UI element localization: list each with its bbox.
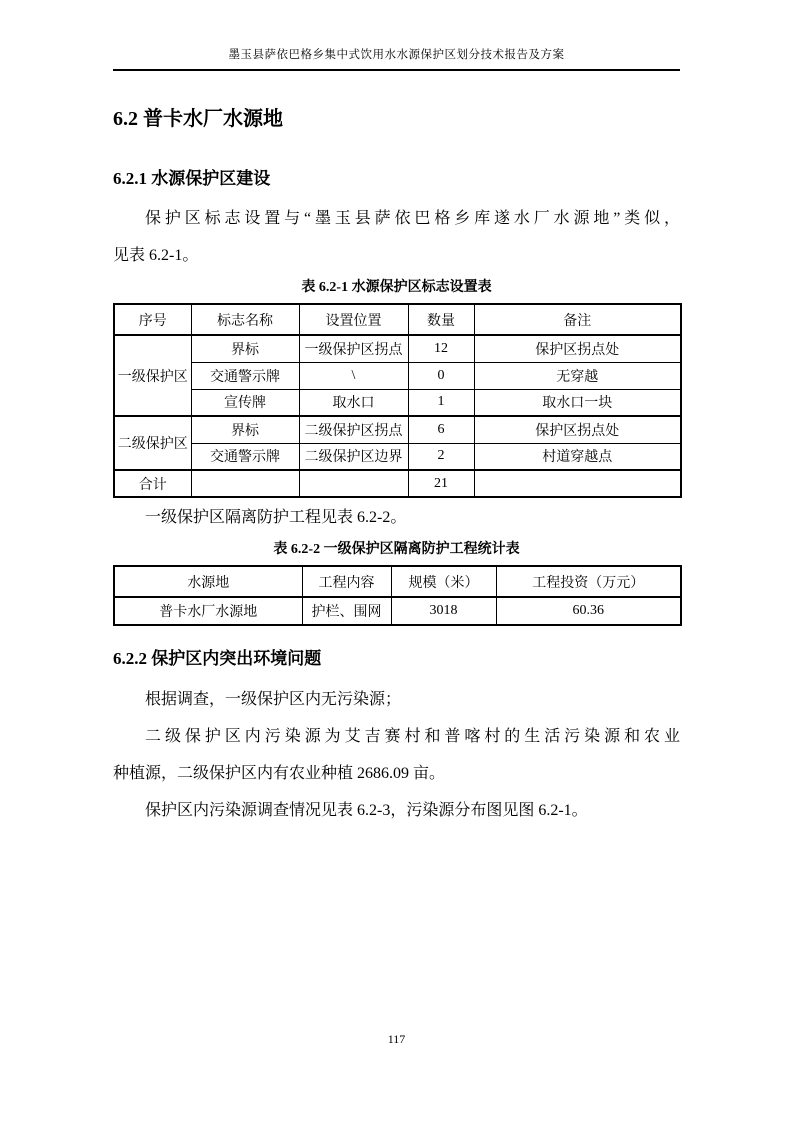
cell-quantity: 1 — [408, 389, 474, 416]
table-row — [114, 389, 681, 416]
cell-note: 保护区拐点处 — [474, 335, 681, 362]
cell-sign-name: 交通警示牌 — [191, 362, 299, 389]
cell-total-quantity: 21 — [408, 470, 474, 497]
cell-note: 取水口一块 — [474, 389, 681, 416]
column-header-sign-name: 标志名称 — [191, 304, 299, 335]
cell-position: \ — [299, 362, 408, 389]
cell-position: 取水口 — [299, 389, 408, 416]
cell-position: 一级保护区拐点 — [299, 335, 408, 362]
column-header-note: 备注 — [474, 304, 681, 335]
table-row — [114, 597, 681, 625]
table-header-row — [114, 566, 681, 597]
cell-source: 普卡水厂水源地 — [114, 597, 302, 625]
paragraph-pollution-line2: 种植源，二级保护区内有农业种植 2686.09 亩。 — [113, 765, 446, 782]
cell-note: 村道穿越点 — [474, 443, 681, 470]
section-title-6-2-2: 6.2.2 保护区内突出环境问题 — [113, 649, 322, 668]
cell-position: 二级保护区拐点 — [299, 416, 408, 443]
page-number: 117 — [387, 1032, 406, 1046]
cell-sign-name: 交通警示牌 — [191, 443, 299, 470]
cell-sign-name: 宣传牌 — [191, 389, 299, 416]
table-row — [114, 443, 681, 470]
paragraph-no-pollution: 根据调查，一级保护区内无污染源； — [145, 691, 402, 708]
column-header-source: 水源地 — [114, 566, 302, 597]
cell-sign-name: 界标 — [191, 416, 299, 443]
paragraph-after-table1: 一级保护区隔离防护工程见表 6.2-2。 — [145, 509, 407, 526]
cell-quantity: 6 — [408, 416, 474, 443]
column-header-serial: 序号 — [114, 304, 191, 335]
column-header-investment: 工程投资（万元） — [496, 566, 681, 597]
section-title-6-2: 6.2 普卡水厂水源地 — [113, 108, 283, 130]
cell-note: 保护区拐点处 — [474, 416, 681, 443]
table-row — [114, 416, 681, 443]
cell-sign-name: 界标 — [191, 335, 299, 362]
isolation-project-table — [113, 565, 682, 626]
header-title: 墨玉县萨依巴格乡集中式饮用水水源保护区划分技术报告及方案 — [228, 49, 565, 61]
paragraph-survey-reference: 保护区内污染源调查情况见表 6.2-3，污染源分布图见图 6.2-1。 — [145, 802, 588, 819]
page-header — [113, 48, 680, 71]
cell-quantity: 12 — [408, 335, 474, 362]
cell-note — [474, 470, 681, 497]
table-header-row — [114, 304, 681, 335]
column-header-position: 设置位置 — [299, 304, 408, 335]
column-header-content: 工程内容 — [302, 566, 391, 597]
signs-setup-table — [113, 303, 682, 498]
table-caption-6-2-1: 表 6.2-1 水源保护区标志设置表 — [301, 280, 492, 295]
section-title-6-2-1: 6.2.1 水源保护区建设 — [113, 169, 271, 188]
table-row — [114, 335, 681, 362]
table-caption-6-2-2: 表 6.2-2 一级保护区隔离防护工程统计表 — [273, 542, 520, 557]
column-header-quantity: 数量 — [408, 304, 474, 335]
table-row-total — [114, 470, 681, 497]
cell-note: 无穿越 — [474, 362, 681, 389]
column-header-scale: 规模（米） — [391, 566, 496, 597]
cell-total-label: 合计 — [114, 470, 191, 497]
cell-quantity: 0 — [408, 362, 474, 389]
cell-content: 护栏、围网 — [302, 597, 391, 625]
cell-investment: 60.36 — [496, 597, 681, 625]
cell-quantity: 2 — [408, 443, 474, 470]
cell-scale: 3018 — [391, 597, 496, 625]
table-row — [114, 362, 681, 389]
cell-group-level1: 一级保护区 — [114, 335, 191, 416]
cell-group-level2: 二级保护区 — [114, 416, 191, 470]
paragraph-intro-line2: 见表 6.2-1。 — [113, 247, 199, 264]
paragraph-intro-line1: 保护区标志设置与“墨玉县萨依巴格乡库遂水厂水源地”类似， — [145, 210, 680, 227]
cell-position: 二级保护区边界 — [299, 443, 408, 470]
cell-sign-name — [191, 470, 299, 497]
cell-position — [299, 470, 408, 497]
paragraph-pollution-line1: 二级保护区内污染源为艾吉赛村和普喀村的生活污染源和农业 — [145, 728, 680, 745]
